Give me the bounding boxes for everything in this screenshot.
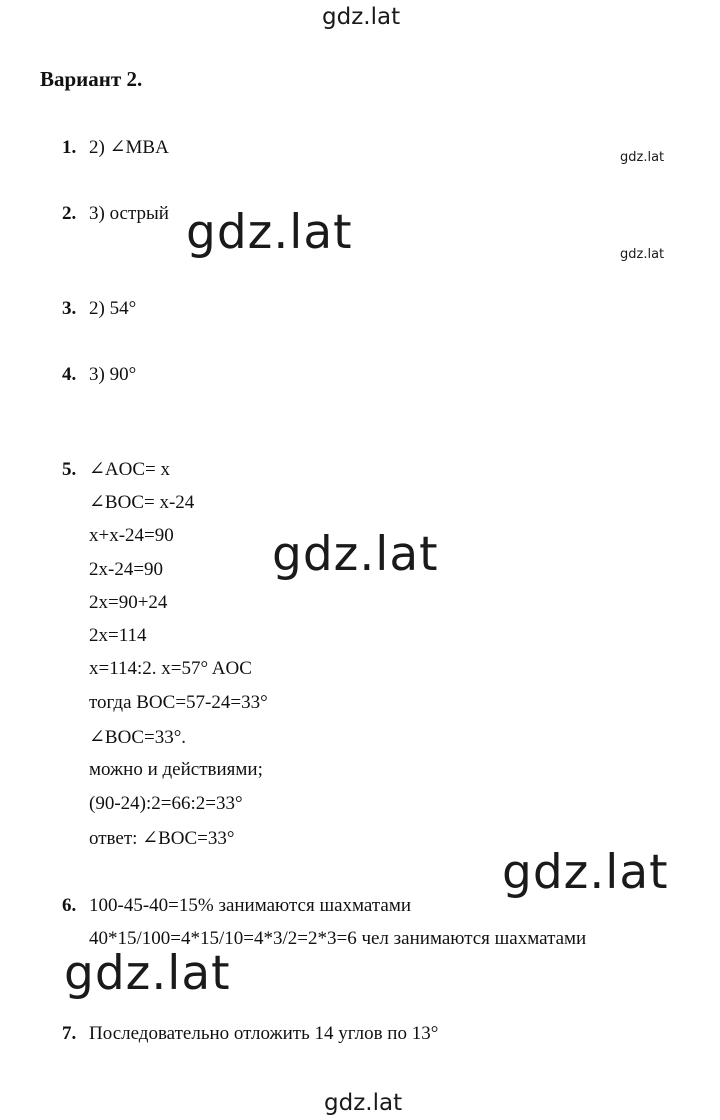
watermark-right-small: gdz.lat bbox=[620, 150, 665, 165]
answer-number: 2. bbox=[62, 203, 77, 224]
answer-number: 3. bbox=[62, 298, 77, 319]
answer-number: 5. bbox=[62, 459, 77, 480]
watermark-top: gdz.lat bbox=[322, 4, 401, 30]
answer-number: 6. bbox=[62, 895, 77, 916]
solution-line: 40*15/100=4*15/10=4*3/2=2*3=6 чел занимаются шахматами bbox=[89, 928, 587, 949]
answer-text: 3) 90° bbox=[89, 364, 137, 385]
answer-text: 3) острый bbox=[89, 203, 169, 224]
watermark-right-small: gdz.lat bbox=[620, 247, 665, 262]
solution-line: ∠BOC= x-24 bbox=[89, 492, 195, 513]
watermark-bottom: gdz.lat bbox=[324, 1090, 403, 1116]
variant-title: Вариант 2. bbox=[40, 67, 143, 91]
answer-item bbox=[62, 203, 169, 225]
solution-line: x+x-24=90 bbox=[89, 525, 174, 546]
watermark-large: gdz.lat bbox=[64, 946, 231, 1001]
answer-text: 100-45-40=15% занимаются шахматами bbox=[89, 895, 412, 916]
solution-line: 2x=90+24 bbox=[89, 592, 168, 613]
answer-item bbox=[62, 1023, 438, 1045]
watermark-large: gdz.lat bbox=[186, 205, 353, 260]
answer-number: 7. bbox=[62, 1023, 77, 1044]
solution-line: можно и действиями; bbox=[89, 759, 263, 780]
answer-number: 1. bbox=[62, 137, 77, 158]
answer-text: ∠AOC= x bbox=[89, 459, 171, 480]
answer-text: Последовательно отложить 14 углов по 13° bbox=[89, 1023, 439, 1044]
solution-line: тогда BOC=57-24=33° bbox=[89, 692, 268, 713]
answer-item bbox=[62, 458, 170, 481]
solution-line: ∠BOC=33°. bbox=[89, 727, 187, 748]
solution-line: x=114:2. x=57° AOC bbox=[89, 658, 252, 679]
answer-item bbox=[62, 895, 411, 917]
answer-text: 2) 54° bbox=[89, 298, 137, 319]
answer-item bbox=[62, 364, 136, 386]
answer-item bbox=[62, 298, 136, 320]
watermark-large: gdz.lat bbox=[272, 527, 439, 582]
solution-line: 2x=114 bbox=[89, 625, 147, 646]
solution-line: 2x-24=90 bbox=[89, 559, 164, 580]
watermark-large: gdz.lat bbox=[502, 845, 669, 900]
answer-item bbox=[62, 136, 169, 159]
solution-line: (90-24):2=66:2=33° bbox=[89, 793, 243, 814]
answer-text: 2) ∠MBA bbox=[89, 137, 169, 158]
answer-number: 4. bbox=[62, 364, 77, 385]
solution-line: ответ: ∠BOC=33° bbox=[89, 828, 235, 849]
